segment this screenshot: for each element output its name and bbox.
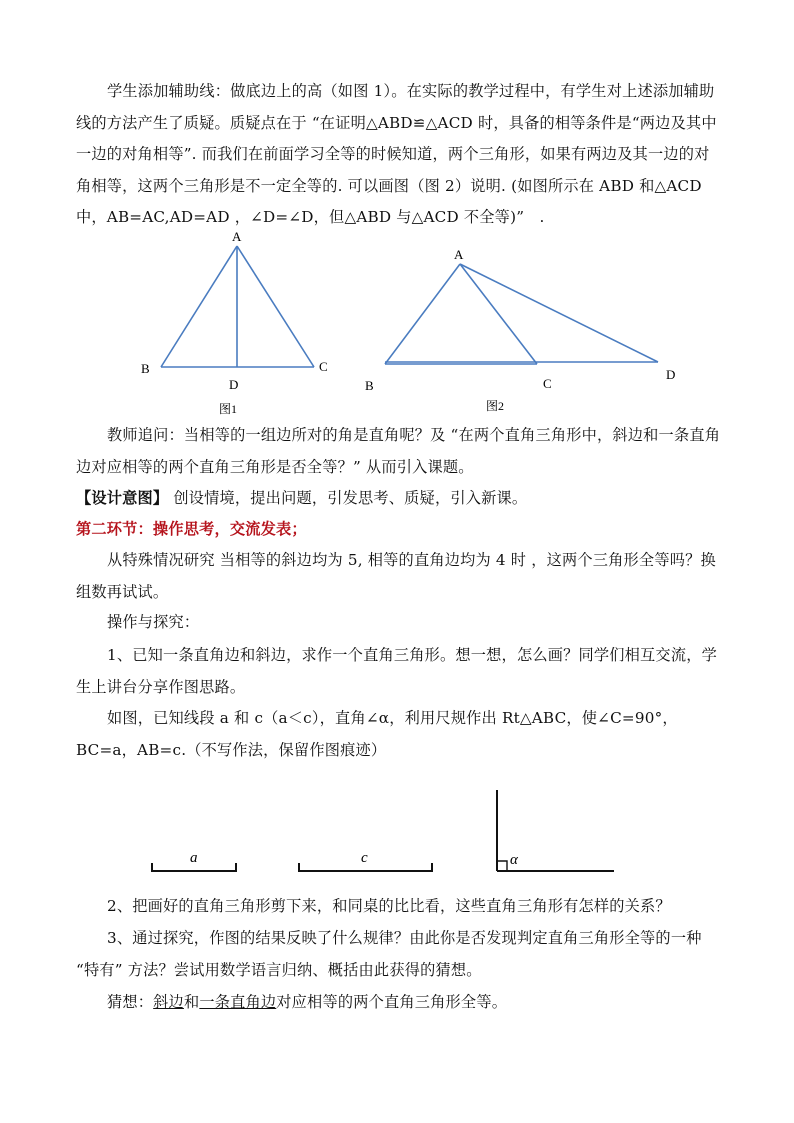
fig1-label-a: A [232,229,242,244]
section-heading-2: 第二环节：操作思考，交流发表； [76,520,307,538]
paragraph-auxiliary-line: 学生添加辅助线：做底边上的高（如图 1）。在实际的教学过程中，有学生对上述添加辅助线的方法产生了质疑。质疑点在于 “在证明△ABD≌△ACD 时，具备的相等条件是“两边及其中一边的对角相等”. 而我们在前面学习全等的时候知道，两个三角形，如果有两边及其一边的对角相等，这两个三角形是不一定全等的. 可以画图（图 2）说明. (如图所示在 ABD 和△ACD 中，AB=AC,AD=AD ，∠D=∠D，但△ABD 与△ACD 不全等)” . [76,82,717,226]
fig1-side-ab [161,246,237,367]
fig2-side-ac [460,264,537,364]
fig1-label-c: C [319,359,328,374]
segment-c-label: c [361,850,368,866]
paragraph-construction: 如图，已知线段 a 和 c（a＜c），直角∠α，利用尺规作出 Rt△ABC，使∠C=90°，BC=a，AB=c.（不写作法，保留作图痕迹） [76,709,678,759]
paragraph-conjecture [76,987,724,1019]
right-angle-mark [497,861,507,871]
design-intent-text: 创设情境，提出问题，引发思考、质疑，引入新课。 [168,489,528,507]
paragraph-task-1: 1、已知一条直角边和斜边，求作一个直角三角形。想一想，怎么画？同学们相互交流，学生上讲台分享作图思路。 [76,646,717,696]
conjecture-rest: 对应相等的两个直角三角形全等。 [276,993,508,1011]
paragraph-teacher-question: 教师追问：当相等的一组边所对的角是直角呢？及 “在两个直角三角形中，斜边和一条直角边对应相等的两个直角三角形是否全等？” 从而引入课题。 [76,426,721,476]
fig2-label-d: D [666,367,676,382]
fig1-side-ac [237,246,314,367]
fig1-label-d: D [229,377,239,392]
fig1-label-b: B [141,361,150,376]
angle-alpha-label: α [510,852,518,868]
segment-a-label: a [190,850,198,866]
fig2-side-ad [460,264,658,362]
fig1-caption: 图1 [219,402,238,416]
paragraph-special-case: 从特殊情况研究 当相等的斜边均为 5, 相等的直角边均为 4 时 ，这两个三角形全等吗？换组数再试试。 [76,551,716,601]
figures [0,220,794,420]
paragraph-design-intent [76,483,724,515]
paragraph-task-2: 2、把画好的直角三角形剪下来，和同桌的比比看，这些直角三角形有怎样的关系？ [107,897,671,915]
conjecture-label: 猜想： [107,993,154,1011]
fig2-caption: 图2 [486,399,505,413]
conjecture-and: 和 [183,993,200,1011]
given-segments [0,780,794,880]
paragraph-operate-explore: 操作与探究： [107,613,200,631]
fig2-label-c: C [543,376,552,391]
fig2-side-ab [385,264,460,364]
design-intent-label: 【设计意图】 [76,489,169,507]
figure-2 [385,264,658,364]
fig2-label-b: B [365,378,374,393]
conjecture-hypotenuse: 斜边 [153,993,184,1011]
figure-1 [161,246,314,367]
paragraph-task-3: 3、通过探究，作图的结果反映了什么规律？由此你是否发现判定直角三角形全等的一种 “特有” 方法？尝试用数学语言归纳、概括由此获得的猜想。 [76,929,702,979]
fig2-label-a: A [454,247,464,262]
conjecture-leg: 一条直角边 [199,993,277,1011]
